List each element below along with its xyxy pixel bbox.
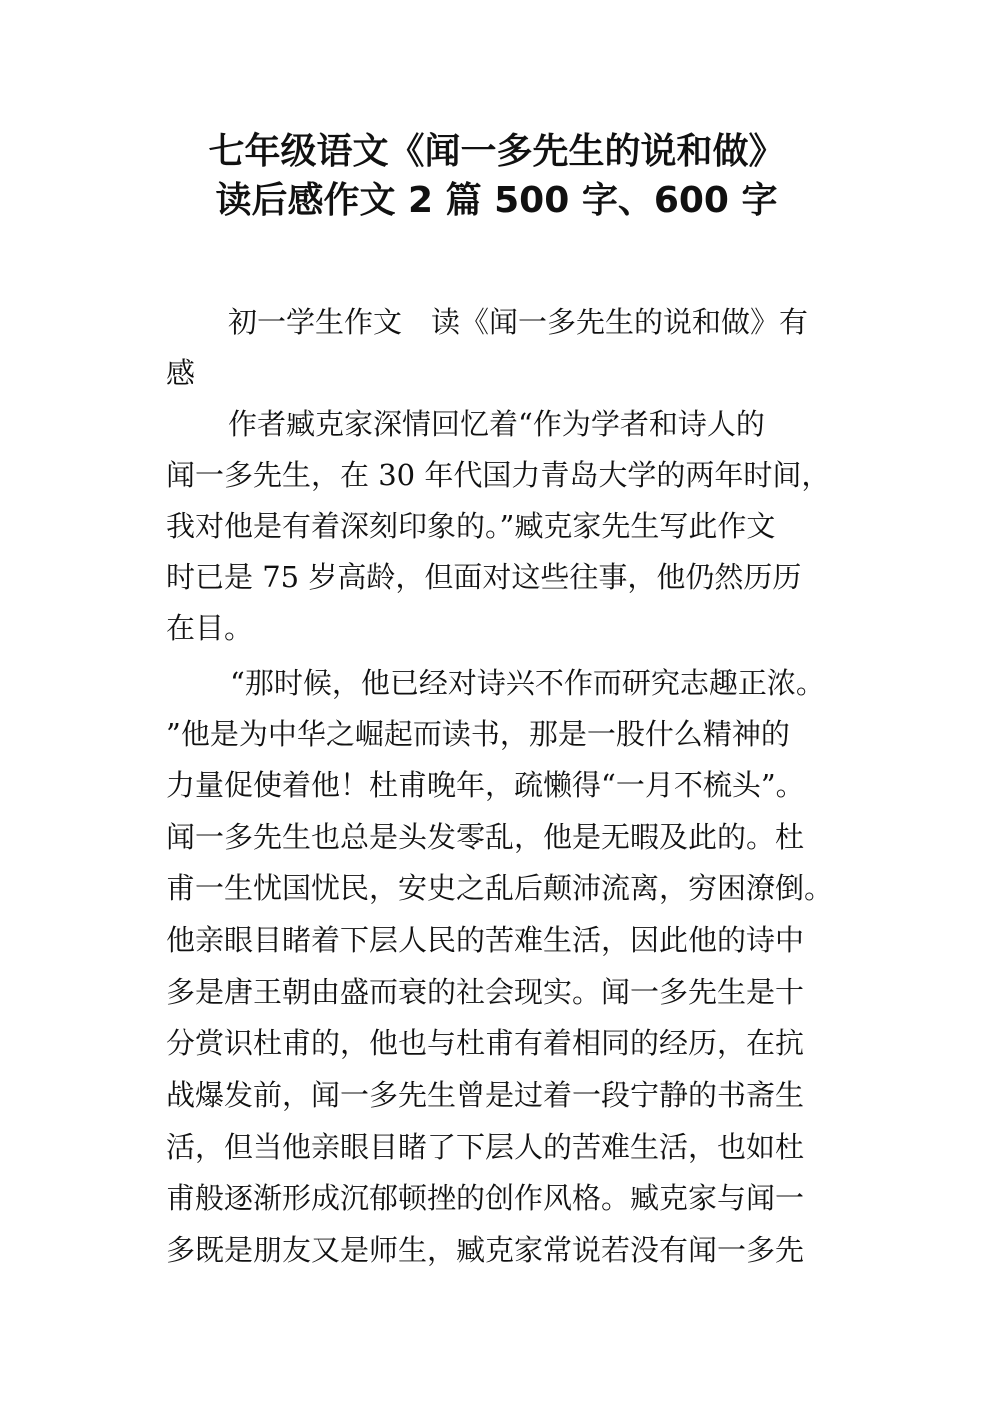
body-line: 战爆发前，闻一多先生曾是过着一段宁静的书斋生 [166, 1078, 805, 1112]
body-line: 我对他是有着深刻印象的。”臧克家先生写此作文 [166, 509, 776, 543]
body-line: “那时候，他已经对诗兴不作而研究志趣正浓。 [230, 666, 825, 700]
body-line: 多是唐王朝由盛而衰的社会现实。闻一多先生是十 [166, 975, 805, 1009]
body-line: ”他是为中华之崛起而读书，那是一股什么精神的 [166, 717, 790, 751]
body-line: 甫一生忧国忧民，安史之乱后颠沛流离，穷困潦倒。 [166, 871, 834, 905]
body-line: 闻一多先生也总是头发零乱，他是无暇及此的。杜 [166, 820, 805, 854]
body-line: 多既是朋友又是师生，臧克家常说若没有闻一多先 [166, 1233, 805, 1267]
body-line: 闻一多先生，在 30 年代国力青岛大学的两年时间， [166, 458, 831, 492]
body-line: 时已是 75 岁高龄，但面对这些往事，他仍然历历 [166, 560, 802, 594]
document-title-line-2: 读后感作文 2 篇 500 字、600 字 [215, 180, 778, 221]
body-line: 作者臧克家深情回忆着“作为学者和诗人的 [228, 407, 765, 441]
body-line: 甫般逐渐形成沉郁顿挫的创作风格。臧克家与闻一 [166, 1181, 805, 1215]
body-line-subtitle: 初一学生作文 读《闻一多先生的说和做》有 [228, 305, 809, 339]
body-line: 活，但当他亲眼目睹了下层人的苦难生活，也如杜 [166, 1130, 805, 1164]
body-line: 在目。 [166, 611, 254, 645]
body-line: 他亲眼目睹着下层人民的苦难生活，因此他的诗中 [166, 923, 805, 957]
document-title-line-1: 七年级语文《闻一多先生的说和做》 [208, 131, 785, 172]
body-line: 分赏识杜甫的，他也与杜甫有着相同的经历，在抗 [166, 1026, 805, 1060]
body-line: 感 [166, 356, 196, 390]
body-line: 力量促使着他！杜甫晚年，疏懒得“一月不梳头”。 [166, 768, 805, 802]
